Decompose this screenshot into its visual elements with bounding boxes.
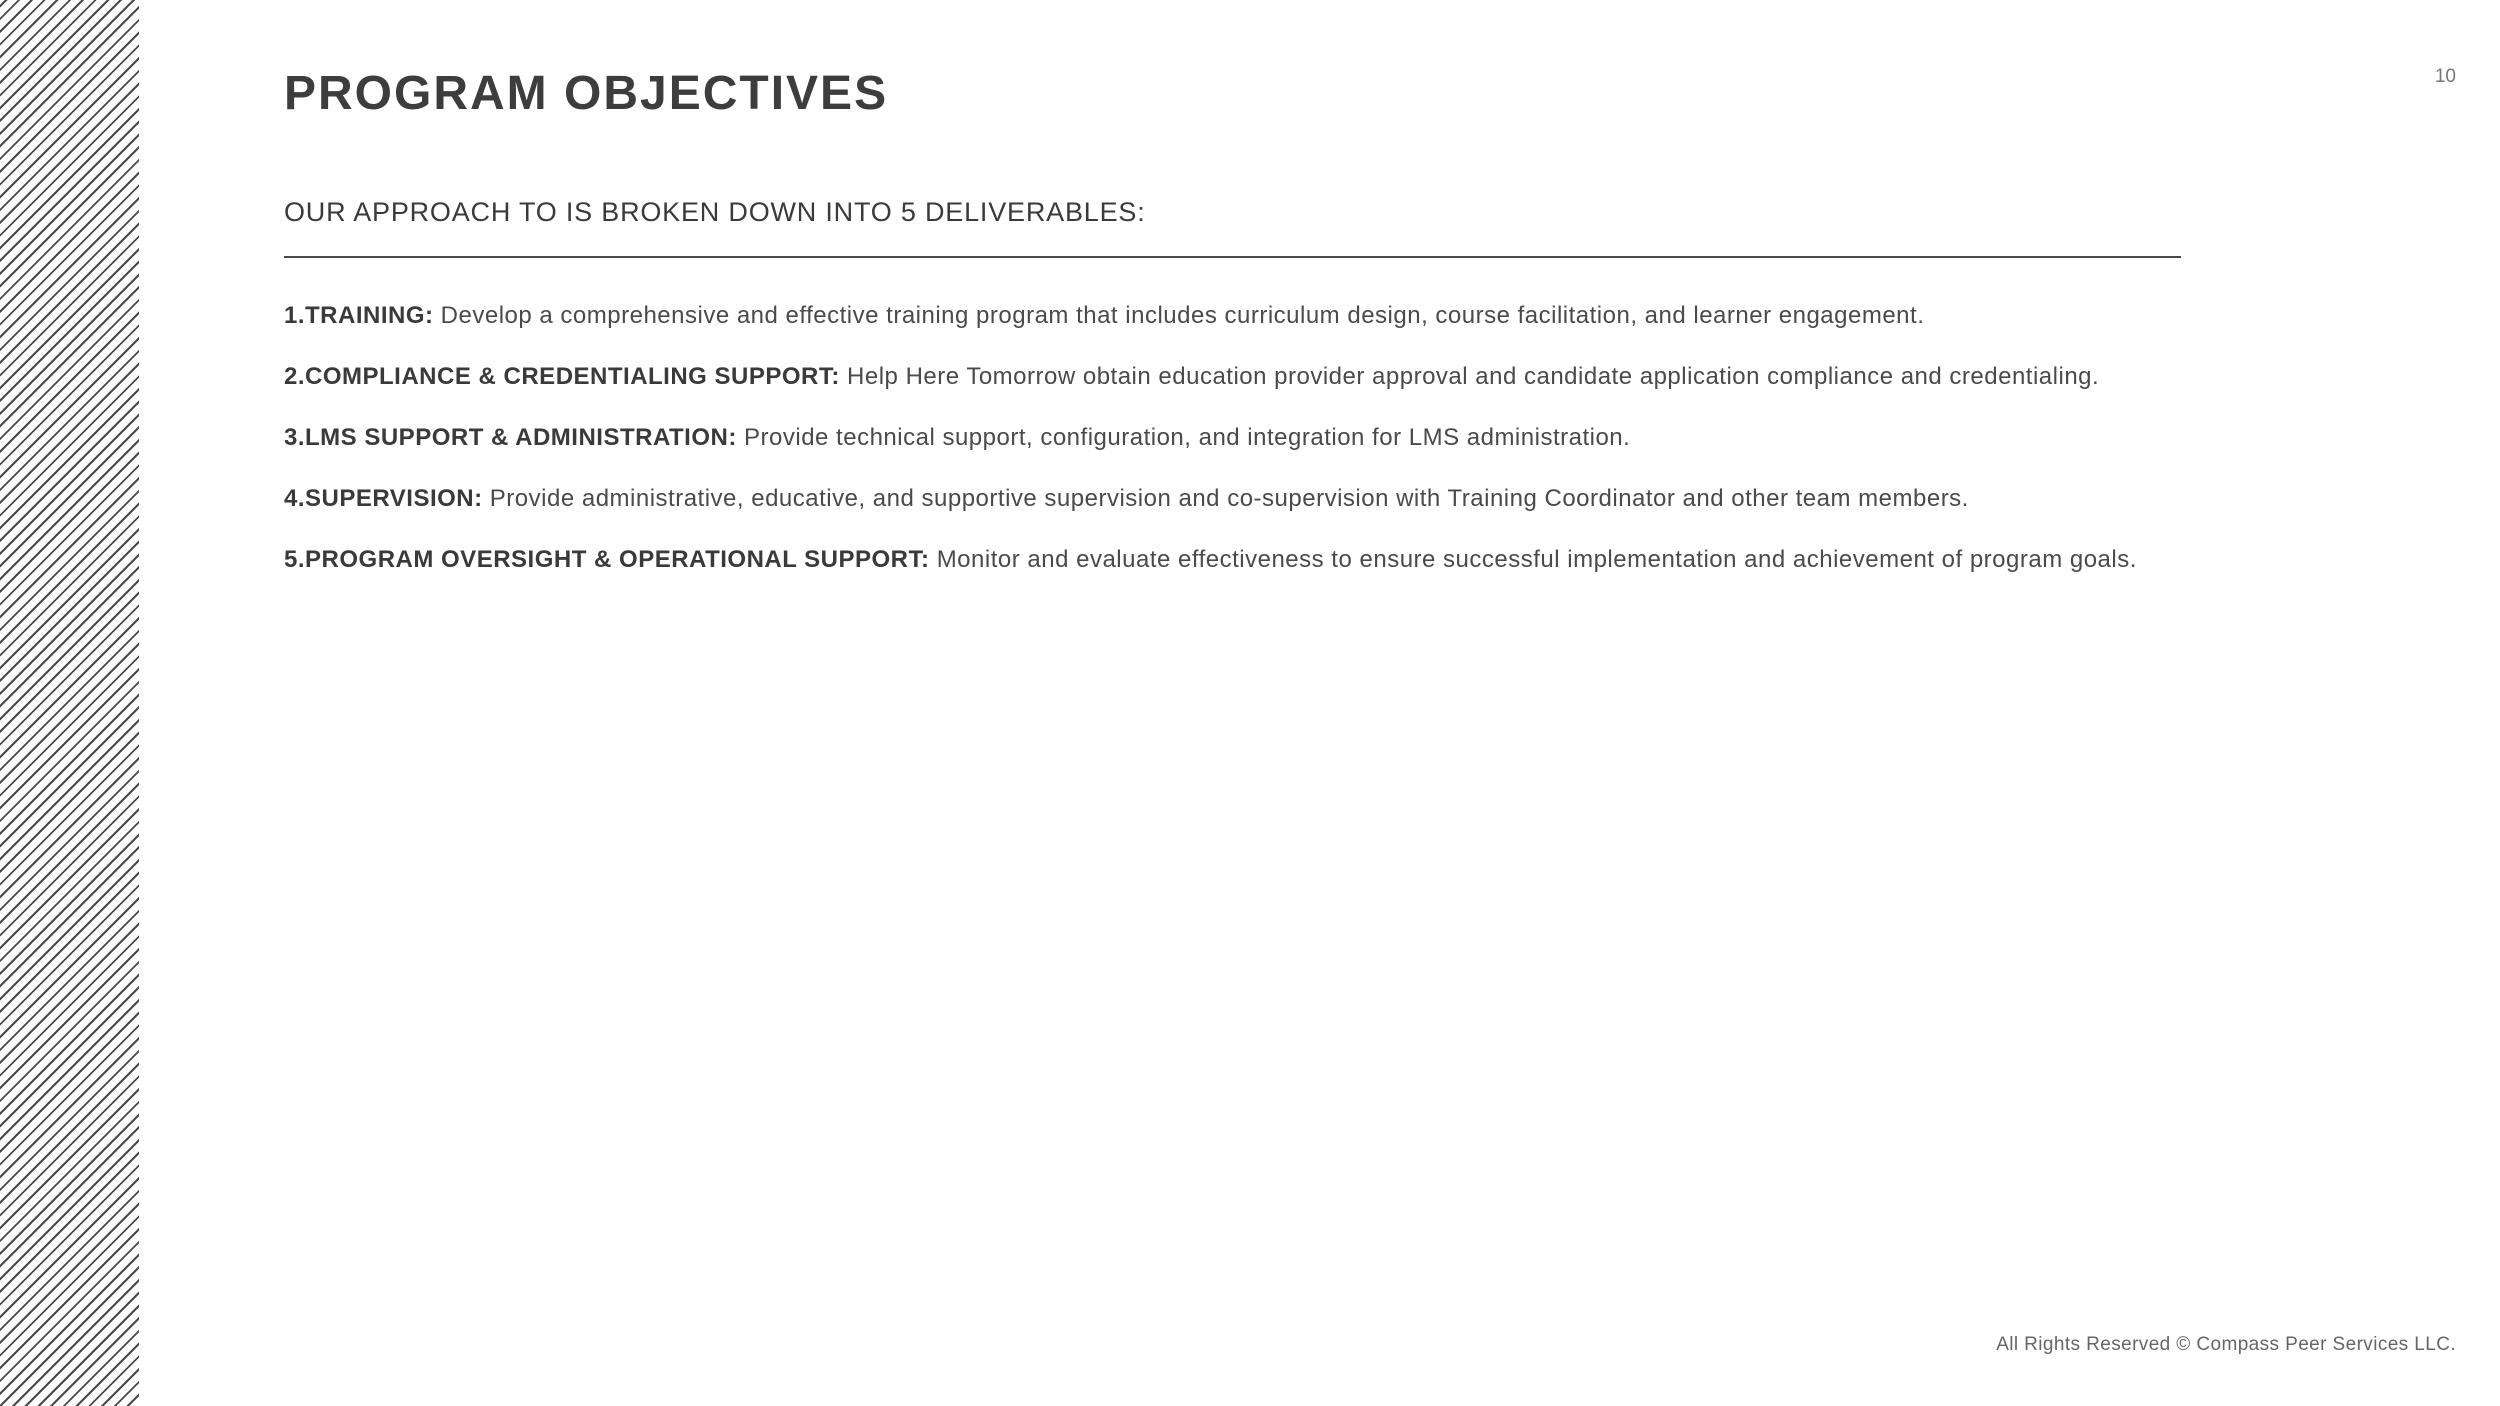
deliverable-number: 3. bbox=[284, 424, 306, 451]
deliverable-heading: COMPLIANCE & CREDENTIALING SUPPORT: bbox=[305, 363, 840, 390]
deliverable-item-oversight bbox=[284, 542, 2434, 578]
deliverables-list bbox=[284, 298, 2434, 603]
deliverable-description: Develop a comprehensive and effective training program that includes curriculum design, course facilitation, and learner engagement. bbox=[440, 302, 1925, 329]
subtitle-divider bbox=[284, 256, 2181, 258]
page-number: 10 bbox=[2434, 66, 2456, 87]
copyright-footer: All Rights Reserved © Compass Peer Services LLC. bbox=[1996, 1334, 2456, 1355]
deliverable-description: Monitor and evaluate effectiveness to ensure successful implementation and achievement of program goals. bbox=[936, 546, 2137, 573]
deliverable-item-compliance bbox=[284, 359, 2434, 395]
deliverable-heading: LMS SUPPORT & ADMINISTRATION: bbox=[305, 424, 737, 451]
deliverable-item-lms bbox=[284, 420, 2434, 456]
deliverable-description: Provide administrative, educative, and supportive supervision and co-supervision with Training Coordinator and other team members. bbox=[489, 485, 1969, 512]
section-subtitle: OUR APPROACH TO IS BROKEN DOWN INTO 5 DELIVERABLES: bbox=[284, 197, 1146, 227]
deliverable-number: 2. bbox=[284, 363, 306, 390]
deliverable-heading: PROGRAM OVERSIGHT & OPERATIONAL SUPPORT: bbox=[305, 546, 930, 573]
deliverable-item-training bbox=[284, 298, 2434, 334]
deliverable-number: 5. bbox=[284, 546, 306, 573]
deliverable-description: Provide technical support, configuration, and integration for LMS administration. bbox=[744, 424, 1631, 451]
deliverable-heading: TRAINING: bbox=[305, 302, 434, 329]
deliverable-description: Help Here Tomorrow obtain education provider approval and candidate application compliance and credentialing. bbox=[847, 363, 2100, 390]
deliverable-item-supervision bbox=[284, 481, 2434, 517]
deliverable-number: 4. bbox=[284, 485, 306, 512]
page-title: PROGRAM OBJECTIVES bbox=[284, 67, 889, 120]
decorative-stripe-band bbox=[0, 0, 139, 1406]
deliverable-number: 1. bbox=[284, 302, 306, 329]
deliverable-heading: SUPERVISION: bbox=[305, 485, 483, 512]
